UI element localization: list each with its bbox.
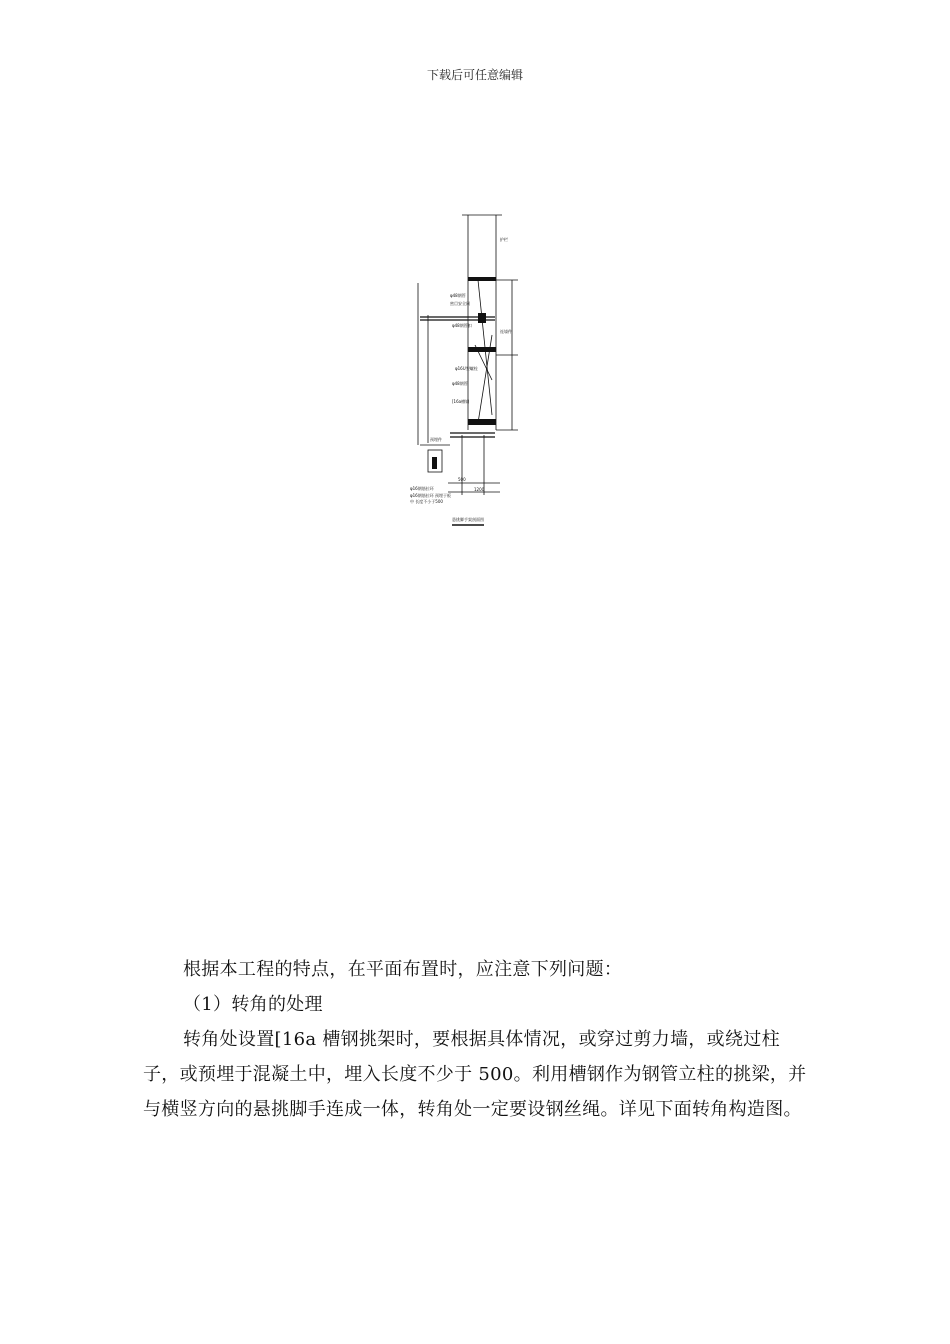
label-steel-ring: φ16钢筋拉环 xyxy=(410,486,434,491)
connector-block-2 xyxy=(468,347,496,352)
connector-block-3 xyxy=(468,419,496,425)
anchor-block xyxy=(432,457,437,469)
label-pipe-clip: φ48钢管扣 xyxy=(452,323,472,328)
label-steel-pipe: φ48钢管 xyxy=(450,293,466,298)
scaffold-section-drawing xyxy=(400,205,540,535)
label-guardrail: 护栏 xyxy=(500,237,508,242)
connector-block-1 xyxy=(468,277,496,281)
figure-caption: 悬挑脚手架剖面图 xyxy=(452,517,484,522)
label-safety-net: 密目安全网 xyxy=(450,301,470,306)
page-header: 下载后可任意编辑 xyxy=(426,68,523,82)
label-dim-500: 500 xyxy=(458,477,466,482)
wall-tie-block xyxy=(478,313,486,323)
intro-paragraph: 根据本工程的特点，在平面布置时，应注意下列问题： xyxy=(183,959,623,980)
label-channel-steel: [16a槽钢 xyxy=(452,399,470,404)
main-text xyxy=(143,952,807,1127)
label-u-bolt: φ16U型螺栓 xyxy=(455,366,478,371)
note-line-2: 中 长度不小于500 xyxy=(410,499,443,504)
label-dim-1200: 1200 xyxy=(474,487,485,492)
body-paragraph: 转角处设置[16a 槽钢挑架时，要根据具体情况，或穿过剪力墙，或绕过柱子，或预埋于混凝土中，埋入长度不少于 500。利用槽钢作为钢管立柱的挑梁，并与横竖方向的悬挑脚手连成一体，转角处一定要设钢丝绳。详见下面转角构造图。 xyxy=(143,1029,807,1120)
label-wall-tie: 连墙件 xyxy=(500,329,512,334)
section-heading: （1）转角的处理 xyxy=(183,994,323,1015)
label-embedded-part: 预埋件 xyxy=(430,437,442,442)
label-steel-pipe-2: φ48钢管 xyxy=(452,381,468,386)
note-line-1: φ16钢筋拉环 预埋于板 xyxy=(410,493,451,498)
